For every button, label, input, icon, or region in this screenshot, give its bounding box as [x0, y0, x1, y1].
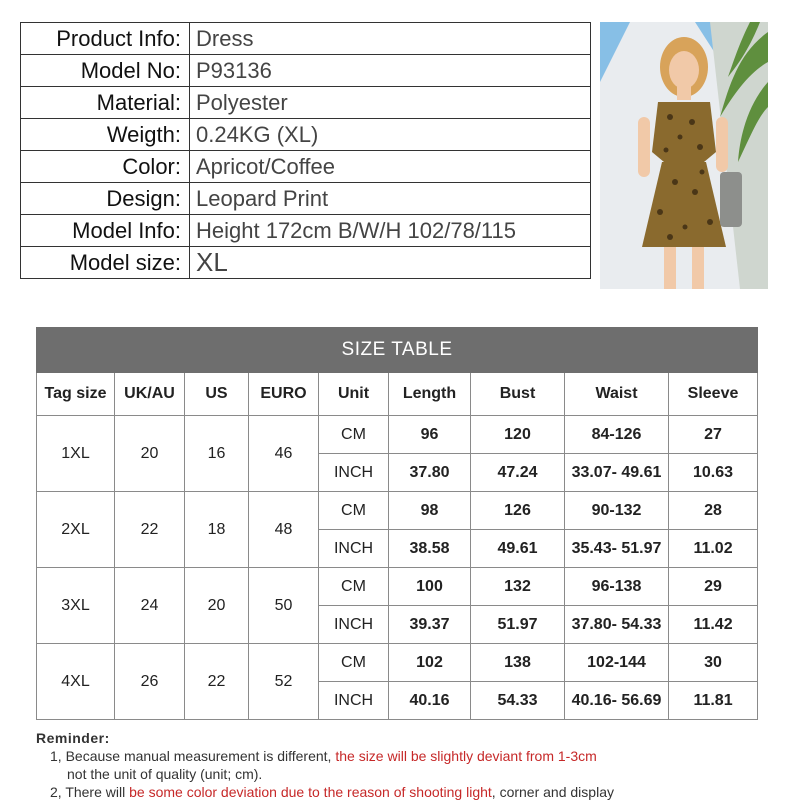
- euro-cell: 48: [249, 492, 319, 568]
- tag-size-cell: 4XL: [37, 644, 115, 720]
- unit-cell: INCH: [319, 682, 389, 720]
- bust-cell: 126: [471, 492, 565, 530]
- sleeve-cell: 11.02: [669, 530, 758, 568]
- us-cell: 22: [185, 644, 249, 720]
- euro-cell: 52: [249, 644, 319, 720]
- reminder-line-2: [36, 783, 776, 801]
- header-tag-size: Tag size: [37, 373, 115, 416]
- info-row: [21, 119, 591, 151]
- table-row: [37, 568, 758, 606]
- info-label: Model No:: [21, 55, 190, 87]
- uk-au-cell: 24: [115, 568, 185, 644]
- info-row: [21, 183, 591, 215]
- length-cell: 39.37: [389, 606, 471, 644]
- bust-cell: 51.97: [471, 606, 565, 644]
- bust-cell: 49.61: [471, 530, 565, 568]
- waist-cell: 90-132: [565, 492, 669, 530]
- info-row: [21, 87, 591, 119]
- bust-cell: 138: [471, 644, 565, 682]
- info-value: Height 172cm B/W/H 102/78/115: [190, 215, 591, 247]
- reminder-line-2-text: 2, There will: [50, 784, 130, 800]
- reminder-line-2-tail: , corner and display: [491, 784, 614, 800]
- unit-cell: CM: [319, 492, 389, 530]
- info-value: Leopard Print: [190, 183, 591, 215]
- model-photo: [600, 22, 768, 289]
- unit-cell: INCH: [319, 530, 389, 568]
- info-label: Weigth:: [21, 119, 190, 151]
- info-label: Design:: [21, 183, 190, 215]
- reminder-line-2-highlight: be some color deviation due to the reason of shooting light: [129, 784, 492, 800]
- euro-cell: 50: [249, 568, 319, 644]
- size-table: [36, 327, 758, 720]
- euro-cell: 46: [249, 416, 319, 492]
- info-row: [21, 55, 591, 87]
- unit-cell: INCH: [319, 454, 389, 492]
- info-row: [21, 151, 591, 183]
- bust-cell: 54.33: [471, 682, 565, 720]
- header-length: Length: [389, 373, 471, 416]
- us-cell: 16: [185, 416, 249, 492]
- table-row: [37, 492, 758, 530]
- uk-au-cell: 26: [115, 644, 185, 720]
- sleeve-cell: 29: [669, 568, 758, 606]
- uk-au-cell: 22: [115, 492, 185, 568]
- unit-cell: CM: [319, 568, 389, 606]
- sleeve-cell: 30: [669, 644, 758, 682]
- unit-cell: CM: [319, 416, 389, 454]
- sleeve-cell: 11.42: [669, 606, 758, 644]
- info-value: Dress: [190, 23, 591, 55]
- length-cell: 102: [389, 644, 471, 682]
- bust-cell: 132: [471, 568, 565, 606]
- length-cell: 38.58: [389, 530, 471, 568]
- size-table-title: SIZE TABLE: [37, 328, 758, 373]
- waist-cell: 84-126: [565, 416, 669, 454]
- waist-cell: 102-144: [565, 644, 669, 682]
- info-label: Material:: [21, 87, 190, 119]
- model-illustration: [600, 22, 768, 289]
- us-cell: 18: [185, 492, 249, 568]
- sleeve-cell: 27: [669, 416, 758, 454]
- info-label: Color:: [21, 151, 190, 183]
- header-uk-au: UK/AU: [115, 373, 185, 416]
- header-unit: Unit: [319, 373, 389, 416]
- info-row: [21, 23, 591, 55]
- info-label: Model size:: [21, 247, 190, 279]
- header-euro: EURO: [249, 373, 319, 416]
- reminder-section: [36, 729, 776, 801]
- sleeve-cell: 10.63: [669, 454, 758, 492]
- size-table-header-row: [37, 373, 758, 416]
- length-cell: 98: [389, 492, 471, 530]
- waist-cell: 40.16- 56.69: [565, 682, 669, 720]
- length-cell: 96: [389, 416, 471, 454]
- waist-cell: 35.43- 51.97: [565, 530, 669, 568]
- header-waist: Waist: [565, 373, 669, 416]
- tag-size-cell: 2XL: [37, 492, 115, 568]
- product-info-table: [20, 22, 591, 279]
- table-row: [37, 416, 758, 454]
- info-row: [21, 215, 591, 247]
- tag-size-cell: 3XL: [37, 568, 115, 644]
- unit-cell: INCH: [319, 606, 389, 644]
- length-cell: 40.16: [389, 682, 471, 720]
- reminder-line-1-cont: not the unit of quality (unit; cm).: [67, 766, 263, 782]
- reminder-line-1-text: 1, Because manual measurement is different,: [50, 748, 336, 764]
- info-value: P93136: [190, 55, 591, 87]
- waist-cell: 33.07- 49.61: [565, 454, 669, 492]
- header-us: US: [185, 373, 249, 416]
- info-value: 0.24KG (XL): [190, 119, 591, 151]
- info-value: Apricot/Coffee: [190, 151, 591, 183]
- reminder-title: Reminder:: [36, 730, 110, 746]
- info-label: Model Info:: [21, 215, 190, 247]
- reminder-line-1: [36, 747, 776, 765]
- waist-cell: 96-138: [565, 568, 669, 606]
- table-row: [37, 644, 758, 682]
- info-row: [21, 247, 591, 279]
- sleeve-cell: 11.81: [669, 682, 758, 720]
- us-cell: 20: [185, 568, 249, 644]
- uk-au-cell: 20: [115, 416, 185, 492]
- info-value: Polyester: [190, 87, 591, 119]
- length-cell: 100: [389, 568, 471, 606]
- unit-cell: CM: [319, 644, 389, 682]
- sleeve-cell: 28: [669, 492, 758, 530]
- length-cell: 37.80: [389, 454, 471, 492]
- header-sleeve: Sleeve: [669, 373, 758, 416]
- info-label: Product Info:: [21, 23, 190, 55]
- header-bust: Bust: [471, 373, 565, 416]
- bust-cell: 120: [471, 416, 565, 454]
- tag-size-cell: 1XL: [37, 416, 115, 492]
- waist-cell: 37.80- 54.33: [565, 606, 669, 644]
- reminder-line-1-highlight: the size will be slightly deviant from 1-3cm: [335, 748, 597, 764]
- bust-cell: 47.24: [471, 454, 565, 492]
- info-value: XL: [190, 247, 591, 279]
